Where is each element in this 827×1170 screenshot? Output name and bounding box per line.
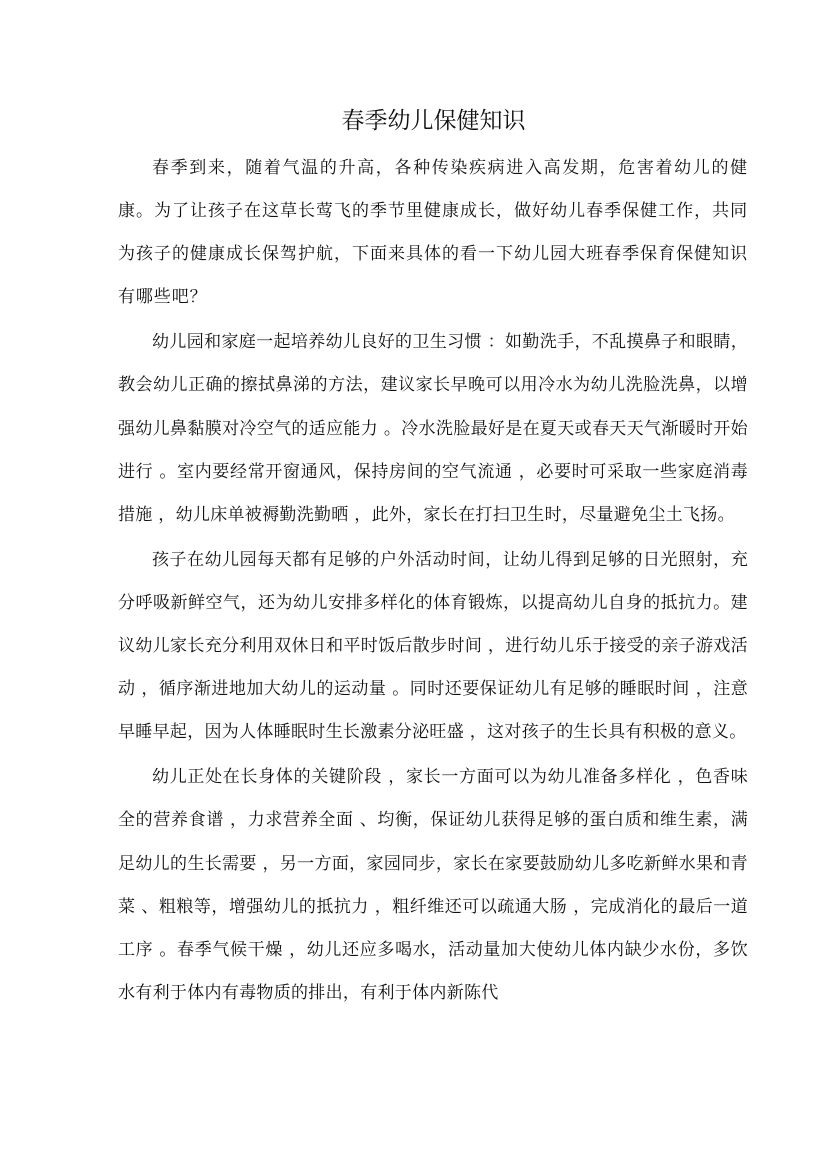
page-title: 春季幼儿保健知识 [341, 108, 526, 134]
document-body [118, 147, 748, 1017]
paragraph-hygiene: 幼儿园和家庭一起培养幼儿良好的卫生习惯 ：如勤洗手，不乱摸鼻子和眼睛，教会幼儿正确的擦拭鼻涕的方法，建议家长早晚可以用冷水为幼儿洗脸洗鼻，以增强幼儿鼻黏膜对冷空气的适应能力 。冷水洗脸最好是在夏天或春天天气渐暖时开始进行 。室内要经常开窗通风，保持房间的空气流通 ，必要时可采取一些家庭消毒措施 ，幼儿床单被褥勤洗勤晒 ，此外，家长在打扫卫生时，尽量避免尘土飞扬。 [118, 332, 748, 525]
paragraph-intro: 春季到来，随着气温的升高，各种传染疾病进入高发期，危害着幼儿的健康。为了让孩子在这草长莺飞的季节里健康成长，做好幼儿春季保健工作，共同为孩子的健康成长保驾护航，下面来具体的看一下幼儿园大班春季保育保健知识有哪些吧？ [118, 158, 748, 308]
paragraph-exercise: 孩子在幼儿园每天都有足够的户外活动时间，让幼儿得到足够的日光照射，充分呼吸新鲜空气，还为幼儿安排多样化的体育锻炼，以提高幼儿自身的抵抗力。建议幼儿家长充分利用双休日和平时饭后散步时间 ，进行幼儿乐于接受的亲子游戏活动 ，循序渐进地加大幼儿的运动量 。同时还要保证幼儿有足够的睡眠时间 ，注意早睡早起，因为人体睡眠时生长激素分泌旺盛 ，这对孩子的生长具有积极的意义。 [118, 549, 749, 743]
paragraph-nutrition: 幼儿正处在长身体的关键阶段 ，家长一方面可以为幼儿准备多样化 ，色香味全的营养食谱 ，力求营养全面 、均衡，保证幼儿获得足够的蛋白质和维生素，满足幼儿的生长需要 ，另一方面，家园同步，家长在家要鼓励幼儿多吃新鲜水果和青菜 、粗粮等，增强幼儿的抵抗力 ，粗纤维还可以疏通大肠 ，完成消化的最后一道工序 。春季气候干燥 ，幼儿还应多喝水，活动量加大使幼儿体内缺少水份，多饮水有利于体内有毒物质的排出，有利于体内新陈代 [118, 767, 748, 1003]
